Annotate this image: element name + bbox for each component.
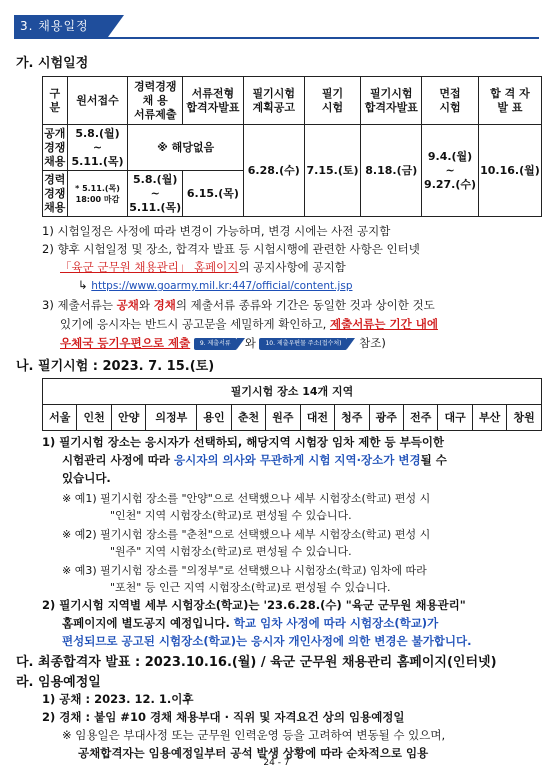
header-interview: 면접 시험 [422, 77, 479, 125]
region-cell: 서울 [43, 405, 77, 431]
note-3c-mid: 와 [244, 336, 256, 350]
region-cell: 전주 [403, 405, 437, 431]
written-note-2a: 2) 필기시험 지역별 세부 시험장소(학교)는 '23.6.28.(수) "육군 군무원 채용관리" [42, 598, 466, 612]
note-3b [60, 316, 438, 333]
region-cell: 대전 [300, 405, 334, 431]
pill-tail [237, 338, 245, 349]
example-1a: ※ 예1) 필기시험 장소를 "안양"으로 선택했으나 세부 시험장소(학교) 편성 시 [62, 492, 431, 505]
written-note-1: 1) 필기시험 장소는 응시자가 선택하되, 해당지역 시험장 임차 제한 등 부득이한 [42, 435, 445, 449]
region-title: 필기시험 장소 14개 지역 [43, 379, 542, 405]
note-1: 1) 시험일정은 사정에 따라 변경이 가능하며, 변경 시에는 사전 공지함 [42, 224, 391, 238]
goarmy-url-link[interactable]: https://www.goarmy.mil.kr:447/official/content.jsp [91, 280, 353, 292]
header-written-pass: 필기시험 합격자발표 [361, 77, 422, 125]
written-note-2b [62, 615, 438, 632]
example-1b: "인천" 지역 시험장소(학교)로 편성될 수 있습니다. [110, 509, 352, 522]
region-cell: 대구 [438, 405, 472, 431]
region-cell: 인천 [77, 405, 111, 431]
example-2a: ※ 예2) 필기시험 장소를 "춘천"으로 선택했으나 세부 시험장소(학교) 편성 시 [62, 528, 431, 541]
section-ga-heading: 가. 시험일정 [16, 56, 89, 71]
example-2b: "원주" 지역 시험장소(학교)로 편성될 수 있습니다. [110, 545, 352, 558]
note-3a-mid: 와 [138, 298, 154, 312]
row-career-label: 경력 경쟁 채용 [43, 171, 68, 217]
written-note-2b-blue: 학교 임차 사정에 따라 시험장소(학교)가 [233, 616, 439, 630]
written-notice-date: 6.28.(수) [243, 125, 304, 217]
written-note-2c: 편성되므로 공고된 시험장소(학교)는 응시자 개인사정에 의한 변경은 불가합니다. [62, 634, 472, 648]
note-3c-end: 참조) [359, 336, 386, 350]
schedule-table [42, 76, 542, 217]
header-final: 합 격 자 발 표 [478, 77, 541, 125]
written-note-1b-pre: 시험관리 사정에 따라 [62, 453, 174, 467]
region-cell: 안양 [111, 405, 145, 431]
header-written-exam: 필기 시험 [304, 77, 361, 125]
written-pass-date: 8.18.(금) [361, 125, 422, 217]
written-note-1c: 있습니다. [62, 471, 111, 485]
written-note-2b-pre: 홈페이지에 별도공지 예정입니다. [62, 616, 234, 630]
header-gubun: 구 분 [43, 77, 68, 125]
note-3b-red: 제출서류는 기간 내에 [329, 317, 438, 331]
region-cell: 용인 [197, 405, 231, 431]
banner-underline [14, 37, 539, 39]
url-line: ↳ https://www.goarmy.mil.kr:447/official/content.jsp [78, 278, 353, 292]
header-doc-pass: 서류전형 합격자발표 [182, 77, 243, 125]
pill-tail-2 [347, 338, 355, 349]
note-3c-red: 우체국 등기우편으로 제출 [60, 336, 191, 350]
section-da-heading: 다. 최종합격자 발표 : 2023.10.16.(월) / 육군 군무원 채용관리 홈페이지(인터넷) [16, 655, 497, 670]
ref-docs-pill[interactable]: 9. 제출서류 [194, 338, 237, 350]
page-number: 24 - 7 [263, 758, 290, 768]
region-table [42, 378, 542, 431]
note-3c [60, 335, 386, 352]
appointment-note-1: 1) 공채 : 2023. 12. 1.이후 [42, 692, 194, 706]
note-2b-rest: 의 공지사항에 공지함 [238, 260, 346, 274]
section-na-heading: 나. 필기시험 : 2023. 7. 15.(토) [16, 359, 215, 374]
region-cell: 부산 [472, 405, 506, 431]
ref-address-pill[interactable]: 10. 제출우편물 주소(접수처) [259, 338, 347, 350]
apply-period: 5.8.(월) ~ 5.11.(목) [67, 125, 128, 171]
example-3a: ※ 예3) 필기시험 장소를 "의정부"로 선택했으나 시험장소(학교) 임차에 따라 [62, 564, 427, 577]
appointment-note-3: ※ 임용일은 부대사정 또는 군무원 인력운영 등을 고려하여 변동될 수 있으며, [62, 728, 446, 742]
example-3b: "포천" 등 인근 지역 시험장소(학교)로 편성될 수 있습니다. [110, 581, 391, 594]
written-note-1b-post: 될 수 [420, 453, 447, 467]
not-applicable-cell: ※ 해당없음 [128, 125, 243, 171]
region-cell: 광주 [369, 405, 403, 431]
region-cell: 청주 [335, 405, 369, 431]
section-banner: 3. 채용일정 [14, 15, 108, 37]
appointment-note-2: 2) 경채 : 붙임 #10 경채 채용부대 · 직위 및 자격요건 상의 임용예정일 [42, 710, 405, 724]
region-cell: 원주 [266, 405, 300, 431]
note-2b [60, 259, 346, 276]
section-ra-heading: 라. 임용예정일 [16, 675, 101, 690]
region-cell: 창원 [507, 405, 542, 431]
header-doc-submit: 경력경쟁 채 용 서류제출 [128, 77, 182, 125]
banner-tail [108, 15, 124, 37]
note-3a-gyeongchae: 경채 [153, 298, 176, 312]
recruit-homepage-link[interactable]: 「육군 군무원 채용관리」 홈페이지 [60, 260, 239, 274]
interview-period: 9.4.(월) ~ 9.27.(수) [422, 125, 479, 217]
note-3a-gongchae: 공채 [116, 298, 139, 312]
doc-submit-period: 5.8.(월) ~ 5.11.(목) [128, 171, 182, 217]
region-cell: 의정부 [146, 405, 197, 431]
written-note-1b [62, 452, 447, 469]
note-2a: 2) 향후 시험일정 및 장소, 합격자 발표 등 시험시행에 관련한 사항은 인터넷 [42, 242, 420, 256]
written-exam-date: 7.15.(토) [304, 125, 361, 217]
region-cell: 춘천 [231, 405, 265, 431]
header-written-notice: 필기시험 계획공고 [243, 77, 304, 125]
row-open-label: 공개 경쟁 채용 [43, 125, 68, 171]
apply-deadline-note: * 5.11.(목) 18:00 마감 [67, 171, 128, 217]
note-3a [42, 297, 435, 314]
header-apply: 원서접수 [67, 77, 128, 125]
final-date: 10.16.(월) [478, 125, 541, 217]
appointment-note-4: 공채합격자는 임용예정일부터 공석 발생 상황에 따라 순차적으로 임용 [78, 746, 429, 760]
note-3b-pre: 있기에 응시자는 반드시 공고문을 세밀하게 확인하고, [60, 317, 330, 331]
written-note-1b-blue: 응시자의 의사와 무관하게 시험 지역·장소가 변경 [174, 453, 421, 467]
doc-pass-date: 6.15.(목) [182, 171, 243, 217]
note-3a-post: 의 제출서류 종류와 기간은 동일한 것과 상이한 것도 [175, 298, 435, 312]
note-3a-pre: 3) 제출서류는 [42, 298, 117, 312]
